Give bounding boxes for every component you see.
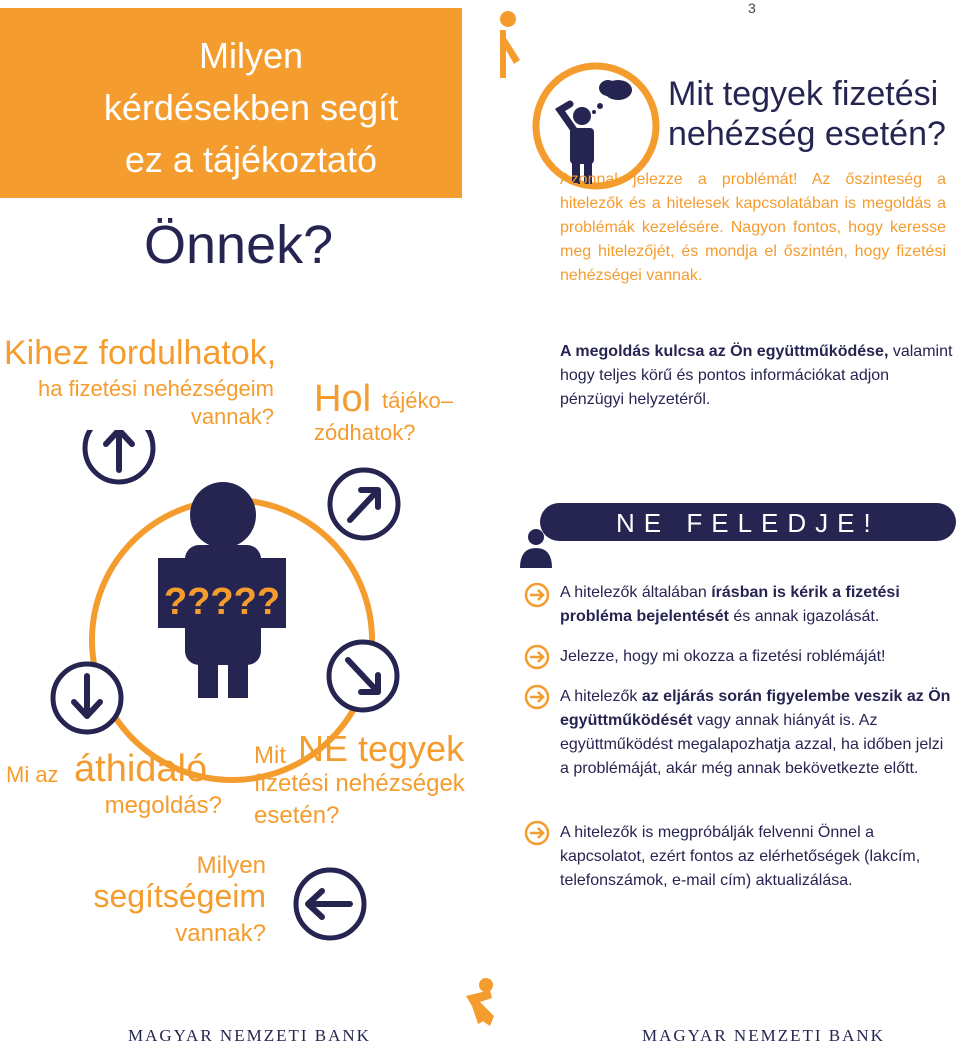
question-3-line-2: megoldás? [104, 792, 222, 819]
speaking-person-icon [518, 528, 554, 568]
question-5-line-1b: NE tegyek [298, 728, 465, 769]
list-item-2 [560, 645, 956, 669]
sign-text: ????? [163, 581, 281, 623]
key-bold: A megoldás kulcsa az Ön együttműködése, [560, 343, 889, 360]
title-line-1: Milyen [198, 35, 304, 76]
arrow-up-icon [85, 430, 153, 482]
question-5-line-2: fizetési nehézségek [254, 770, 465, 797]
page-number: 3 [748, 0, 756, 16]
question-4-line-2: segítségeim [93, 878, 266, 914]
arrow-down-icon [53, 664, 121, 732]
ne-feledje-text: NE FELEDJE! [616, 508, 880, 538]
item-4-text: A hitelezők is megpróbálják felvenni Önnel a kapcsolatot, ezért fontos az elérhetőségek (lakcím, telefonszámok, e-mail cím) aktualizálása. [560, 824, 921, 889]
arrow-right-icon [524, 644, 550, 670]
question-1-line-2: ha fizetési nehézségeim [37, 376, 274, 401]
footer-right: MAGYAR NEMZETI BANK [642, 1026, 885, 1045]
question-2-line-1: Hol [314, 378, 372, 420]
arrow-right-icon [524, 820, 550, 846]
item-1-text-b: és annak igazolását. [728, 608, 880, 625]
question-3-line-1b: áthidaló [74, 748, 208, 790]
heading-line-2: nehézség esetén? [668, 115, 946, 153]
item-1-bold: írásban is kérik a fizetési probléma bejelentését [560, 584, 900, 625]
central-diagram [0, 430, 520, 950]
title-line-3: ez a tájékoztató [124, 139, 378, 180]
question-2-line-2: zódhatok? [314, 420, 416, 445]
arrow-left-icon [296, 870, 364, 938]
key-paragraph [560, 340, 956, 412]
question-2-line-1b: tájéko– [382, 388, 453, 413]
item-3-text-a: A hitelezők [560, 688, 642, 705]
question-1-line-3: vannak? [190, 404, 274, 429]
title-text [0, 30, 462, 186]
list-item-4 [560, 821, 956, 893]
heading-line-1: Mit tegyek fizetési [668, 75, 939, 113]
mnb-logo-icon [462, 976, 502, 1032]
item-3-bold: az eljárás során figyelembe veszik az Ön együttműködését [560, 688, 951, 729]
question-5-line-3: esetén? [254, 802, 340, 829]
list-item-3 [560, 685, 956, 781]
arrow-up-right-icon [330, 470, 398, 538]
title-line-2: kérdésekben segít [103, 87, 399, 128]
intro-paragraph: Azonnal jelezze a problémát! Az őszinteség a hitelezők és a hitelesek kapcsolatában is megoldás a problémák kezelésére. Nagyon fontos, hogy keresse meg hitelezőjét, és mondja el őszintén, hogy fizetési nehézségei vannak. [560, 171, 946, 284]
question-1-line-1: Kihez fordulhatok, [4, 334, 277, 372]
section-heading [668, 74, 946, 154]
item-2-text: Jelezze, hogy mi okozza a fizetési roblémáját! [560, 648, 886, 665]
footer-left: MAGYAR NEMZETI BANK [128, 1026, 371, 1045]
arrow-down-right-icon [329, 642, 397, 710]
item-1-text-a: A hitelezők általában [560, 584, 712, 601]
arrow-right-icon [524, 684, 550, 710]
mnb-logo-icon [490, 8, 526, 80]
key-rest: valamint hogy teljes körű és pontos információkat adjon pénzügyi helyzetéről. [560, 343, 953, 408]
list-item-1 [560, 581, 956, 629]
arrow-right-icon [524, 582, 550, 608]
question-5-line-1: Mit [254, 742, 286, 769]
question-4-line-1: Milyen [196, 852, 266, 879]
onnek-heading: Önnek? [144, 215, 334, 275]
question-4-line-3: vannak? [175, 920, 266, 947]
question-3-line-1: Mi az [6, 762, 59, 787]
item-3-text-b: vagy annak hiányát is. Az együttműködést megalapozhatja azzal, ha időben jelzi a problémáját, akár még annak bekövetkezte előtt. [560, 712, 944, 777]
